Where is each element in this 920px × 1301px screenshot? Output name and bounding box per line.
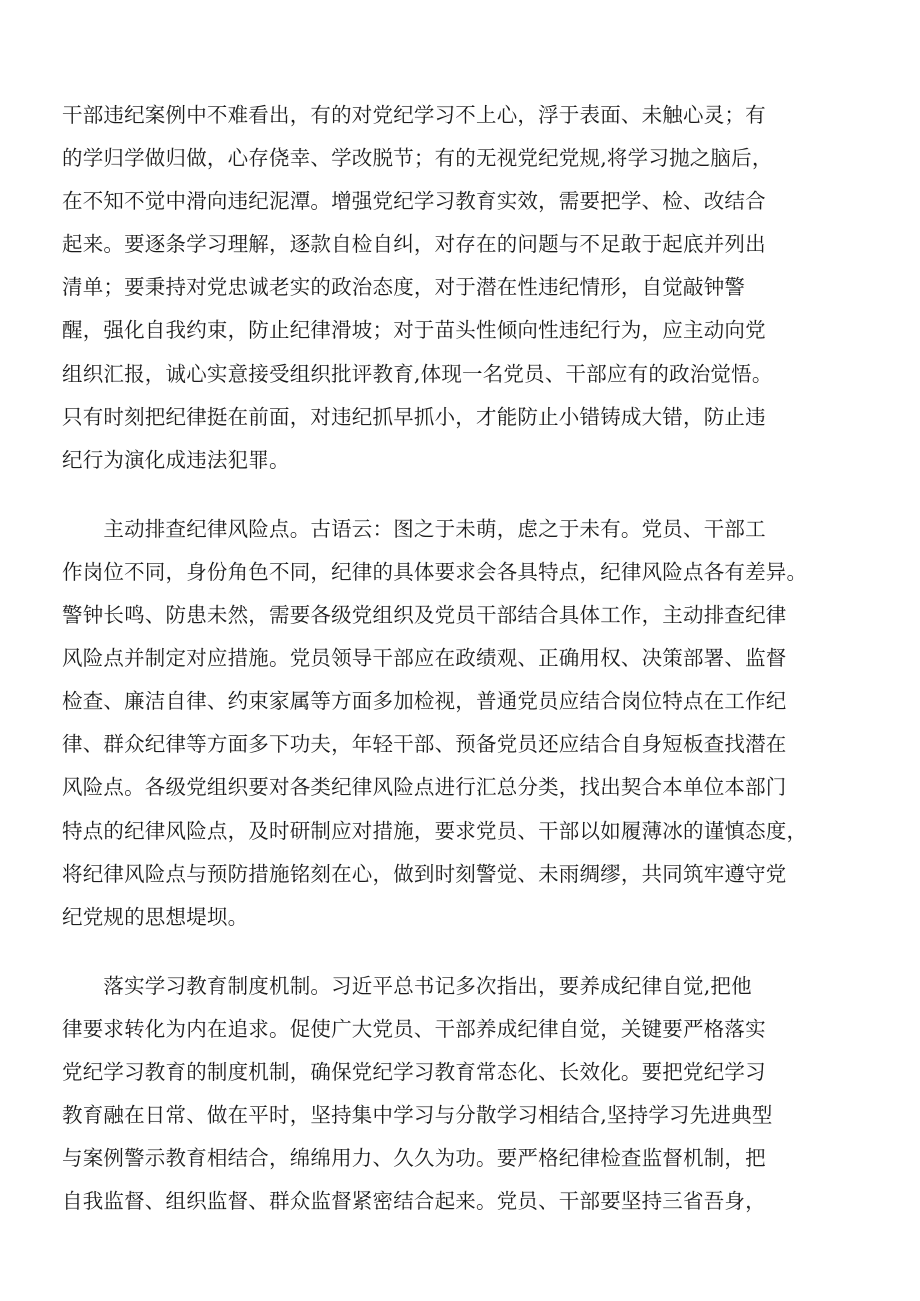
text-line: 纪党规的思想堤坝。 xyxy=(62,904,249,929)
text-line: 主动排查纪律风险点。古语云：图之于未萌，虑之于未有。党员、干部工 xyxy=(62,516,766,541)
text-line: 特点的纪律风险点，及时研制应对措施，要求党员、干部以如履薄冰的谨慎态度， xyxy=(62,818,808,843)
text-line: 起来。要逐条学习理解，逐款自检自纠，对存在的问题与不足敢于起底并列出 xyxy=(62,232,766,257)
text-line: 落实学习教育制度机制。习近平总书记多次指出，要养成纪律自觉,把他 xyxy=(62,973,752,998)
text-line: 警钟长鸣、防患未然，需要各级党组织及党员干部结合具体工作，主动排查纪律 xyxy=(62,603,787,628)
text-line: 干部违纪案例中不难看出，有的对党纪学习不上心，浮于表面、未触心灵；有 xyxy=(62,103,766,127)
text-line: 组织汇报，诚心实意接受组织批评教育,体现一名党员、干部应有的政治觉悟。 xyxy=(62,361,773,386)
text-line: 律要求转化为内在追求。促使广大党员、干部养成纪律自觉，关键要严格落实 xyxy=(62,1016,766,1041)
text-line: 的学归学做归做，心存侥幸、学改脱节；有的无视党纪党规,将学习抛之脑后， xyxy=(62,146,773,171)
text-line: 风险点。各级党组织要对各类纪律风险点进行汇总分类，找出契合本单位本部门 xyxy=(62,775,787,800)
text-line: 将纪律风险点与预防措施铭刻在心，做到时刻警觉、未雨绸缪，共同筑牢遵守党 xyxy=(62,861,787,886)
text-line: 作岗位不同，身份角色不同，纪律的具体要求会各具特点，纪律风险点各有差异。 xyxy=(62,559,808,584)
text-line: 自我监督、组织监督、群众监督紧密结合起来。党员、干部要坚持三省吾身， xyxy=(62,1189,766,1214)
text-line: 与案例警示教育相结合，绵绵用力、久久为功。要严格纪律检查监督机制，把 xyxy=(62,1146,766,1171)
document-body xyxy=(62,94,862,1223)
text-line: 醒，强化自我约束，防止纪律滑坡；对于苗头性倾向性违纪行为，应主动向党 xyxy=(62,318,766,343)
text-line: 风险点并制定对应措施。党员领导干部应在政绩观、正确用权、决策部署、监督 xyxy=(62,646,787,671)
text-line: 党纪学习教育的制度机制，确保党纪学习教育常态化、长效化。要把党纪学习 xyxy=(62,1059,766,1084)
paragraph-discipline-study xyxy=(62,94,862,482)
paragraph-education-mechanism xyxy=(62,965,862,1224)
text-line: 在不知不觉中滑向违纪泥潭。增强党纪学习教育实效，需要把学、检、改结合 xyxy=(62,189,766,214)
paragraph-gap xyxy=(62,939,862,965)
text-line: 纪行为演化成违法犯罪。 xyxy=(62,447,290,472)
paragraph-gap xyxy=(62,482,862,508)
text-line: 检查、廉洁自律、约束家属等方面多加检视，普通党员应结合岗位特点在工作纪 xyxy=(62,689,787,714)
text-line: 律、群众纪律等方面多下功夫，年轻干部、预备党员还应结合自身短板查找潜在 xyxy=(62,732,787,757)
text-line: 教育融在日常、做在平时，坚持集中学习与分散学习相结合,坚持学习先进典型 xyxy=(62,1103,773,1128)
text-line: 只有时刻把纪律挺在前面，对违纪抓早抓小，才能防止小错铸成大错，防止违 xyxy=(62,404,766,429)
paragraph-risk-points xyxy=(62,508,862,939)
text-line: 清单；要秉持对党忠诚老实的政治态度，对于潜在性违纪情形，自觉敲钟警 xyxy=(62,275,746,300)
